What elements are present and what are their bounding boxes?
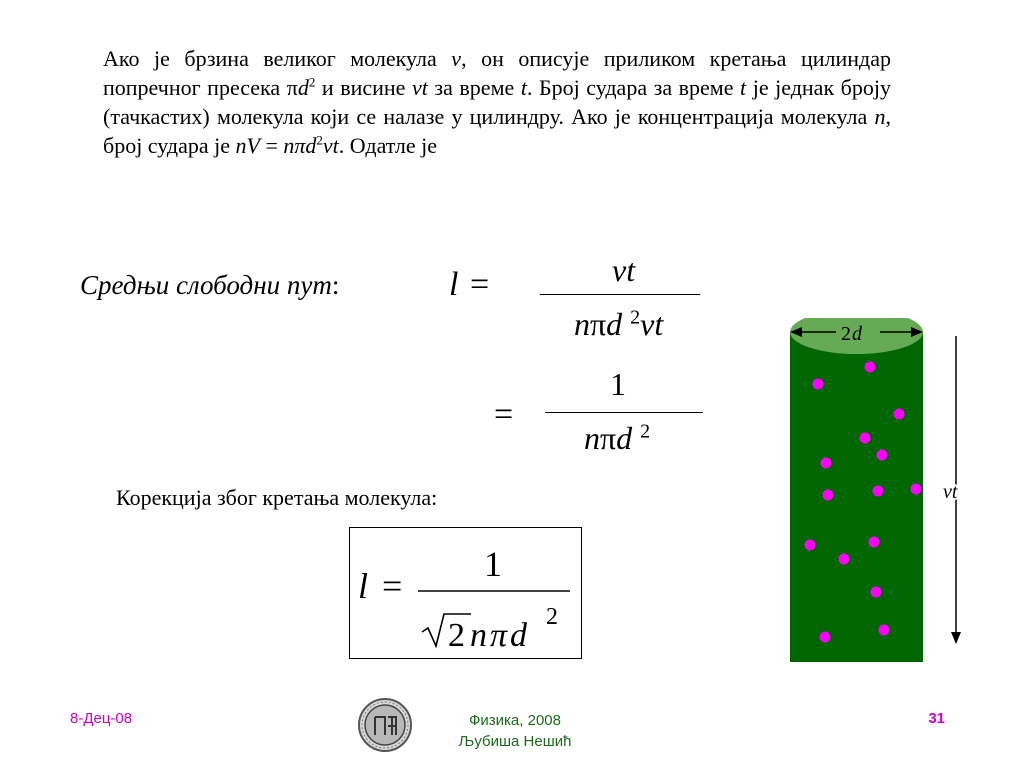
den-d: d [616,420,633,456]
formula2-equals: = [494,396,514,433]
var-vt: vt [411,75,428,100]
molecule-dot [871,587,882,598]
den-exp: 2 [630,306,641,329]
molecule-dot [805,540,816,551]
den-pi: π [590,306,607,342]
corrected-formula [350,528,581,658]
corrected-den-n: n [470,617,487,654]
molecule-dot [911,484,922,495]
exponent: 2 [308,74,316,90]
var-nV: nV [235,133,260,158]
den-exp: 2 [640,420,651,443]
var-d: d [305,133,317,158]
para-text: и висине [315,75,412,100]
para-text: . Број судара за време [526,75,741,100]
sqrt-argument: 2 [448,617,465,654]
var-t: t [520,75,527,100]
para-text: , број судара је [103,104,891,158]
den-d: d [606,306,623,342]
molecule-dot [865,362,876,373]
label-colon: : [331,270,340,300]
correction-label: Корекција због кретања молекула: [116,485,438,510]
var-npi: nπ [283,133,306,158]
var-n: n [874,104,886,129]
formula1-equals: = [470,266,490,303]
exponent: 2 [316,132,323,148]
molecule-dot [879,625,890,636]
para-text: је једнак броју (тачкастих) молекула који се налазе у цилиндру. Ако је концентрација молекула [103,75,891,129]
mean-free-path-label [80,270,339,301]
diameter-label-number: 2 [841,323,851,345]
molecule-dot [821,458,832,469]
molecule-dot [820,632,831,643]
footer-center [430,710,600,752]
molecule-dot [894,409,905,420]
para-text: Ако је брзина великог молекула [103,46,452,71]
var-d: d [297,75,309,100]
den-n: n [584,420,600,456]
corrected-lhs: l [358,566,369,606]
footer-date: 8-Дец-08 [70,710,133,727]
corrected-den-d: d [510,617,527,654]
footer-author: Љубиша Нешић [458,733,572,750]
molecule-dot [877,450,888,461]
corrected-den-pi: π [490,617,508,654]
formula2-numerator: 1 [610,366,626,402]
formula2-fraction-bar [545,412,703,413]
den-n: n [574,306,590,342]
label-text: Средњи слободни пут [80,270,332,300]
para-text: . Одатле је [338,133,437,158]
formula2-denominator [584,420,650,457]
formula1-numerator: vt [612,252,636,288]
molecule-dot [873,486,884,497]
den-pi: π [600,420,617,456]
corrected-numerator: 1 [484,544,502,584]
cylinder-diagram [780,318,980,668]
formula1-fraction-bar [540,294,700,295]
height-label: vt [943,481,958,503]
para-text: , он описује приликом кретања цилиндар попречног пресека π [103,46,891,100]
cylinder-body [790,332,923,662]
var-vt: vt [322,133,339,158]
formula1-lhs: l [449,266,459,303]
corrected-equals: = [382,566,403,606]
para-text: = [259,133,284,158]
var-v: v [451,46,462,71]
molecule-dot [813,379,824,390]
molecule-dot [869,537,880,548]
intro-paragraph [103,44,891,160]
molecule-dot [839,554,850,565]
page-number: 31 [928,710,945,727]
university-logo-icon [357,697,413,753]
para-text: за време [427,75,521,100]
formula1-denominator [574,306,663,343]
den-vt: vt [640,306,664,342]
molecule-dot [860,433,871,444]
footer-course: Физика, 2008 [469,712,561,729]
diameter-label-var: d [852,323,862,345]
corrected-den-exp: 2 [546,604,558,630]
molecule-dot [823,490,834,501]
corrected-formula-box [349,527,582,659]
var-t: t [740,75,747,100]
